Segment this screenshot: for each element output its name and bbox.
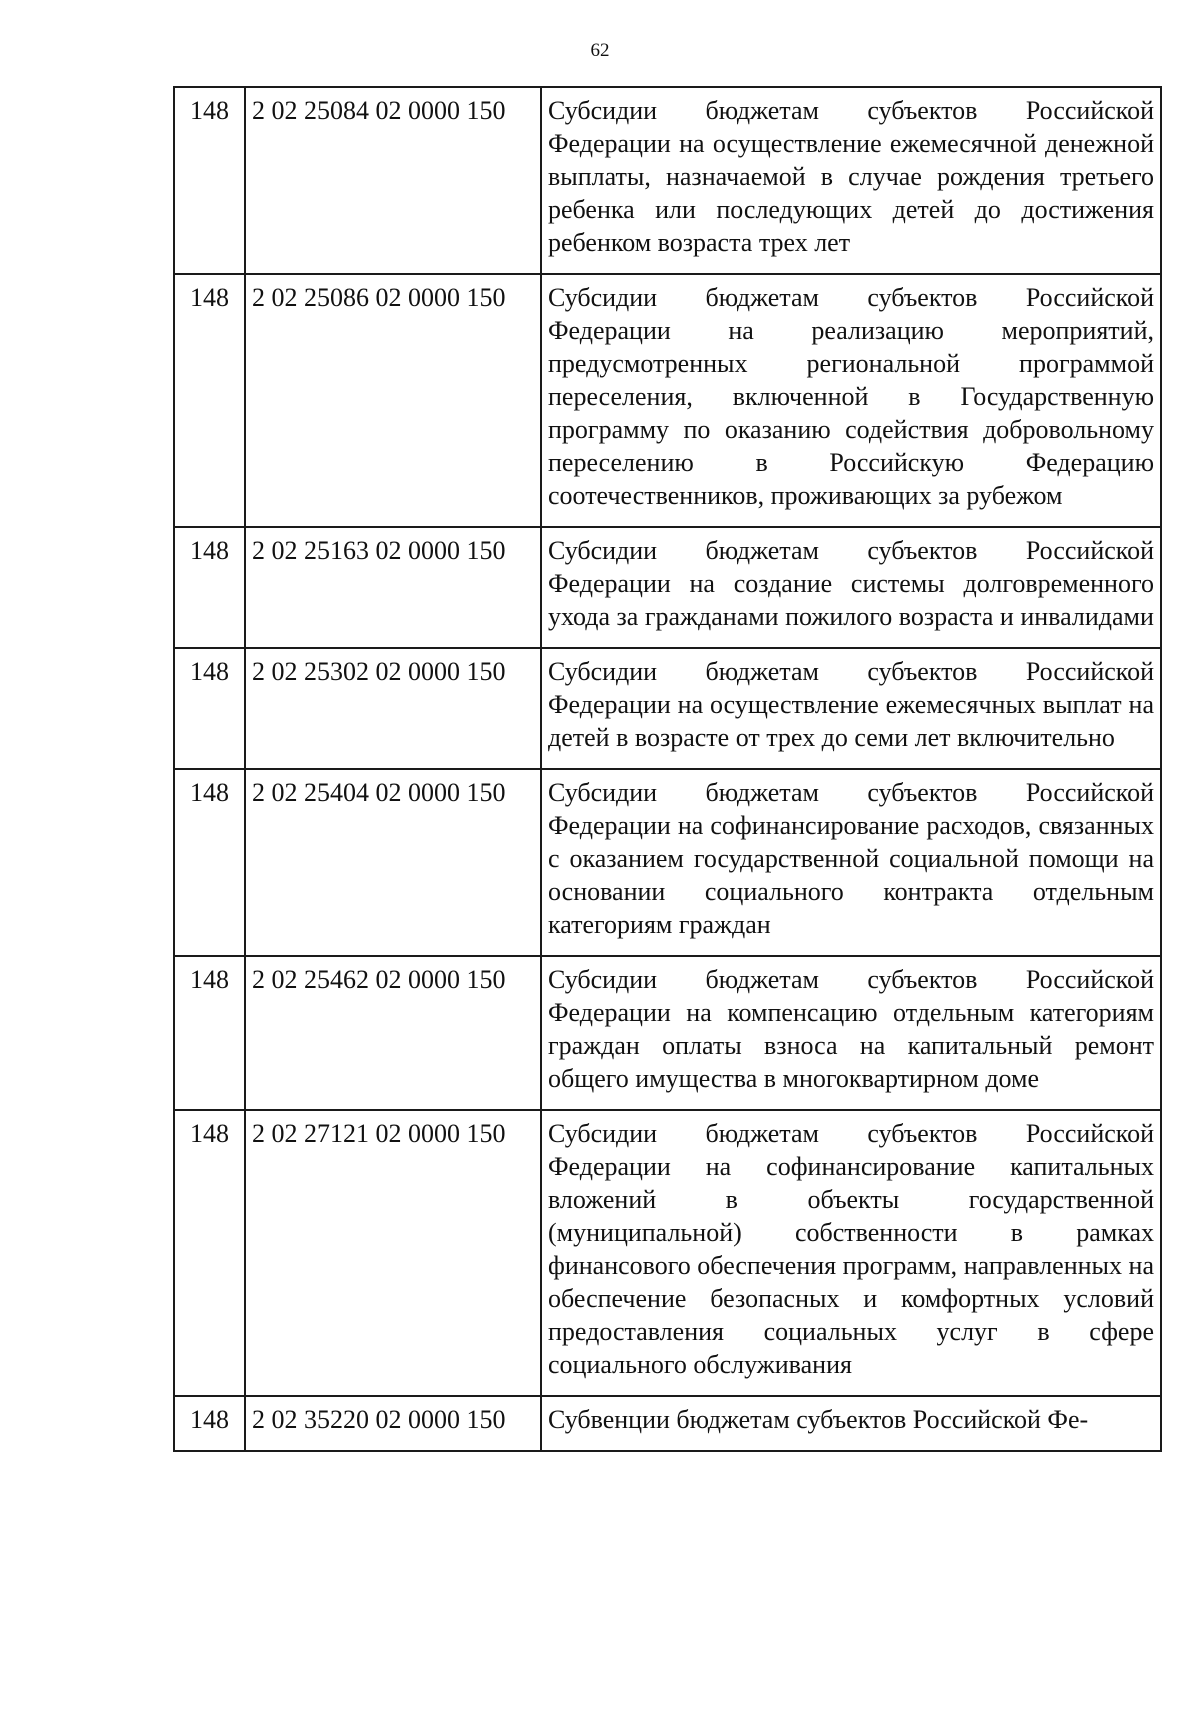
description-cell: Субсидии бюджетам субъектов Российской Федерации на реализацию мероприятий, предусмотренных региональной программой переселения, включенной в Государственную программу по оказанию содействия добровольному переселению в Российскую Федерацию соотечественников, проживающих за рубежом (541, 274, 1161, 527)
description-cell: Субсидии бюджетам субъектов Российской Федерации на создание системы долговременного ухода за гражданами пожилого возраста и инвалидами (541, 527, 1161, 648)
table-row (174, 87, 1161, 274)
page-number: 62 (590, 40, 610, 61)
administrator-code-cell: 148 (174, 527, 245, 648)
description-cell: Субсидии бюджетам субъектов Российской Федерации на софинансирование расходов, связанных с оказанием государственной социальной помощи на основании социального контракта отдельным категориям граждан (541, 769, 1161, 956)
table-row (174, 1396, 1161, 1451)
budget-code-cell: 2 02 25086 02 0000 150 (245, 274, 541, 527)
administrator-code-cell: 148 (174, 87, 245, 274)
budget-code-cell: 2 02 25462 02 0000 150 (245, 956, 541, 1110)
budget-code-cell: 2 02 25404 02 0000 150 (245, 769, 541, 956)
description-cell: Субвенции бюджетам субъектов Российской Фе- (541, 1396, 1161, 1451)
table-row (174, 527, 1161, 648)
administrator-code-cell: 148 (174, 274, 245, 527)
table-row (174, 1110, 1161, 1396)
description-cell: Субсидии бюджетам субъектов Российской Федерации на софинансирование капитальных вложений в объекты государственной (муниципальной) собственности в рамках финансового обеспечения программ, направленных на обеспечение безопасных и комфортных условий предоставления социальных услуг в сфере социального обслуживания (541, 1110, 1161, 1396)
table-row (174, 648, 1161, 769)
description-cell: Субсидии бюджетам субъектов Российской Федерации на осуществление ежемесячных выплат на детей в возрасте от трех до семи лет включительно (541, 648, 1161, 769)
description-cell: Субсидии бюджетам субъектов Российской Федерации на осуществление ежемесячной денежной выплаты, назначаемой в случае рождения третьего ребенка или последующих детей до достижения ребенком возраста трех лет (541, 87, 1161, 274)
table-row (174, 274, 1161, 527)
administrator-code-cell: 148 (174, 769, 245, 956)
administrator-code-cell: 148 (174, 648, 245, 769)
description-cell: Субсидии бюджетам субъектов Российской Федерации на компенсацию отдельным категориям граждан оплаты взноса на капитальный ремонт общего имущества в многоквартирном доме (541, 956, 1161, 1110)
budget-code-cell: 2 02 27121 02 0000 150 (245, 1110, 541, 1396)
budget-classification-table (173, 86, 1162, 1452)
budget-code-cell: 2 02 25163 02 0000 150 (245, 527, 541, 648)
administrator-code-cell: 148 (174, 1110, 245, 1396)
table-row (174, 956, 1161, 1110)
budget-code-cell: 2 02 25302 02 0000 150 (245, 648, 541, 769)
budget-code-cell: 2 02 35220 02 0000 150 (245, 1396, 541, 1451)
table-row (174, 769, 1161, 956)
administrator-code-cell: 148 (174, 956, 245, 1110)
administrator-code-cell: 148 (174, 1396, 245, 1451)
budget-code-cell: 2 02 25084 02 0000 150 (245, 87, 541, 274)
